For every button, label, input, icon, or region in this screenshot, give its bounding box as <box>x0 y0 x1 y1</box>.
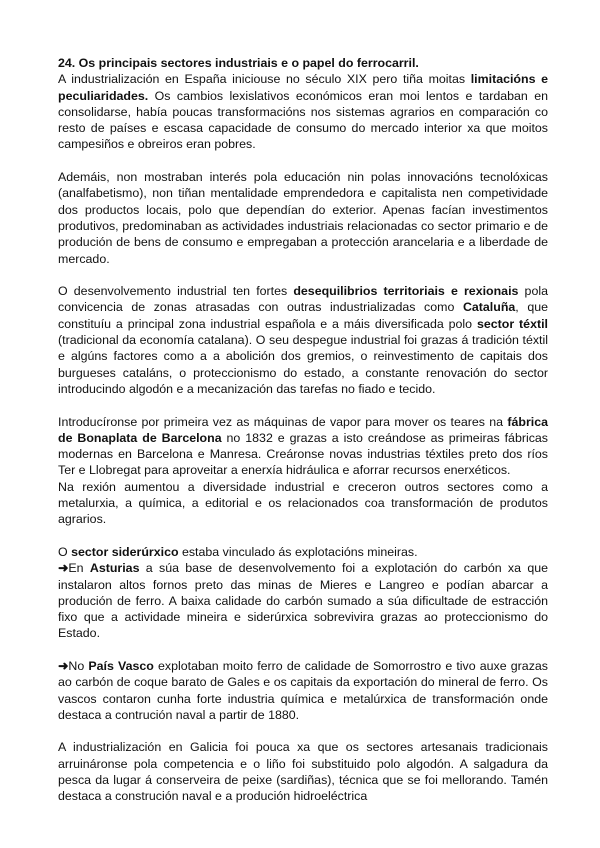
paragraph-asturias <box>58 560 548 641</box>
text-run: estaba vinculado ás explotacións mineiras. <box>178 544 418 559</box>
text-run: explotaban moito ferro de calidade de Somorrostro e tivo auxe grazas ao carbón de coque barato de Gales e os capitais da exportación do mineral de ferro. Os vascos contaron cunha forte industria química e metalúrxica de transformación onde destaca a contrución naval a partir de 1880. <box>58 658 548 722</box>
bold-text: sector téxtil <box>476 316 548 331</box>
paragraph-pais-vasco <box>58 658 548 723</box>
bold-text: Cataluña <box>462 300 516 315</box>
paragraph-steam-machines <box>58 414 548 479</box>
spacer <box>58 267 548 283</box>
text-run: (tradicional da economía catalana). O seu despegue industrial foi grazas á tradición téxtil e algúns factores como a a abolición dos gremios, o reinvestimento de capitais dos burgueses cataláns, o proteccionismo do estado, a constante renovación do sector introducindo algodón e a mecanización das tarefas no fiado e tecido. <box>58 333 548 396</box>
paragraph-cataluna <box>58 283 548 397</box>
bold-text: sector siderúrxico <box>71 544 179 559</box>
paragraph-intro <box>58 71 548 152</box>
bold-text: País Vasco <box>88 658 154 673</box>
text-run: , que constituíu a principal zona industrial española e a máis diversificada polo <box>58 300 548 331</box>
bold-text: desequilibrios territoriais e rexionais <box>293 284 519 299</box>
text-run: En <box>68 561 90 576</box>
paragraph-galicia: A industrialización en Galicia foi pouca xa que os sectores artesanais tradicionais arruináronse pola competencia e o liño foi substituido polo algodón. A salgadura da pesca da lugar á conserveira de peixe (sardiñas), técnica que se foi mellorando. Tamén destaca a construción naval e a produción hidroeléctrica <box>58 740 548 804</box>
bold-text: Asturias <box>89 561 140 576</box>
paragraph-diversity: Na rexión aumentou a diversidade industrial e creceron outros sectores como a metalurxia, a química, a editorial e os relacionados coa transformación de produtos agrarios. <box>58 479 548 527</box>
spacer <box>58 723 548 739</box>
text-run: pola convicencia de zonas atrasadas con outras industrializadas como <box>58 284 548 315</box>
paragraph-siderurgy <box>58 544 548 560</box>
bold-text: limitacións e peculiaridades. <box>58 72 548 103</box>
text-run: a súa base de desenvolvemento foi a explotación do carbón xa que instalaron altos fornos preto das minas de Mieres e Langreo e podían abarcar a produción de ferro. A baixa calidade do carbón sumado a súa dificultade de estracción fixo que a actividade mineira e siderúrxica sobrevivira grazas ao proteccionismo do Estado. <box>58 561 548 641</box>
text-run: No <box>68 658 89 673</box>
arrow-icon: ➜ <box>58 658 69 673</box>
page-title: 24. Os principais sectores industriais e o papel do ferrocarril. <box>58 56 419 70</box>
text-run: Introducíronse por primeira vez as máquinas de vapor para mover os teares na <box>58 414 508 429</box>
text-run: O desenvolvemento industrial ten fortes <box>58 284 294 299</box>
spacer <box>58 642 548 658</box>
text-run: A industrialización en España iniciouse no século XIX pero tiña moitas <box>58 72 471 87</box>
spacer <box>58 153 548 169</box>
text-run: Os cambios lexislativos económicos eran moi lentos e tardaban en consolidarse, había poucas transformacións nos sistemas agrarios en comparación co resto de países e escasa capacidade de consumo do mercado interior xa que moitos campesiños e obreiros eran pobres. <box>58 88 548 152</box>
paragraph-causes: Ademáis, non mostraban interés pola educación nin polas innovacións tecnolóxicas (analfabetismo), non tiñan mentalidade emprendedora e capitalista nen competividade dos productos locais, polo que dependían do exterior. Apenas facían investimentos produtivos, predominaban as actividades industriais relacionadas co sector primario e de produción de bens de consumo e empregaban a protección arancelaria e a liberdade de mercado. <box>58 170 548 266</box>
spacer <box>58 397 548 413</box>
spacer <box>58 528 548 544</box>
arrow-icon: ➜ <box>58 561 69 576</box>
document-page <box>58 55 548 805</box>
text-run: O <box>58 544 72 559</box>
bold-text: fábrica de Bonaplata de Barcelona <box>58 414 548 445</box>
text-run: no 1832 e grazas a isto creándose as primeiras fábricas modernas en Barcelona e Manresa. Creáronse novas industrias téxtiles preto dos ríos Ter e Llobregat para aproveitar a enerxía hidráulica e aforrar recursos enerxéticos. <box>58 430 548 478</box>
